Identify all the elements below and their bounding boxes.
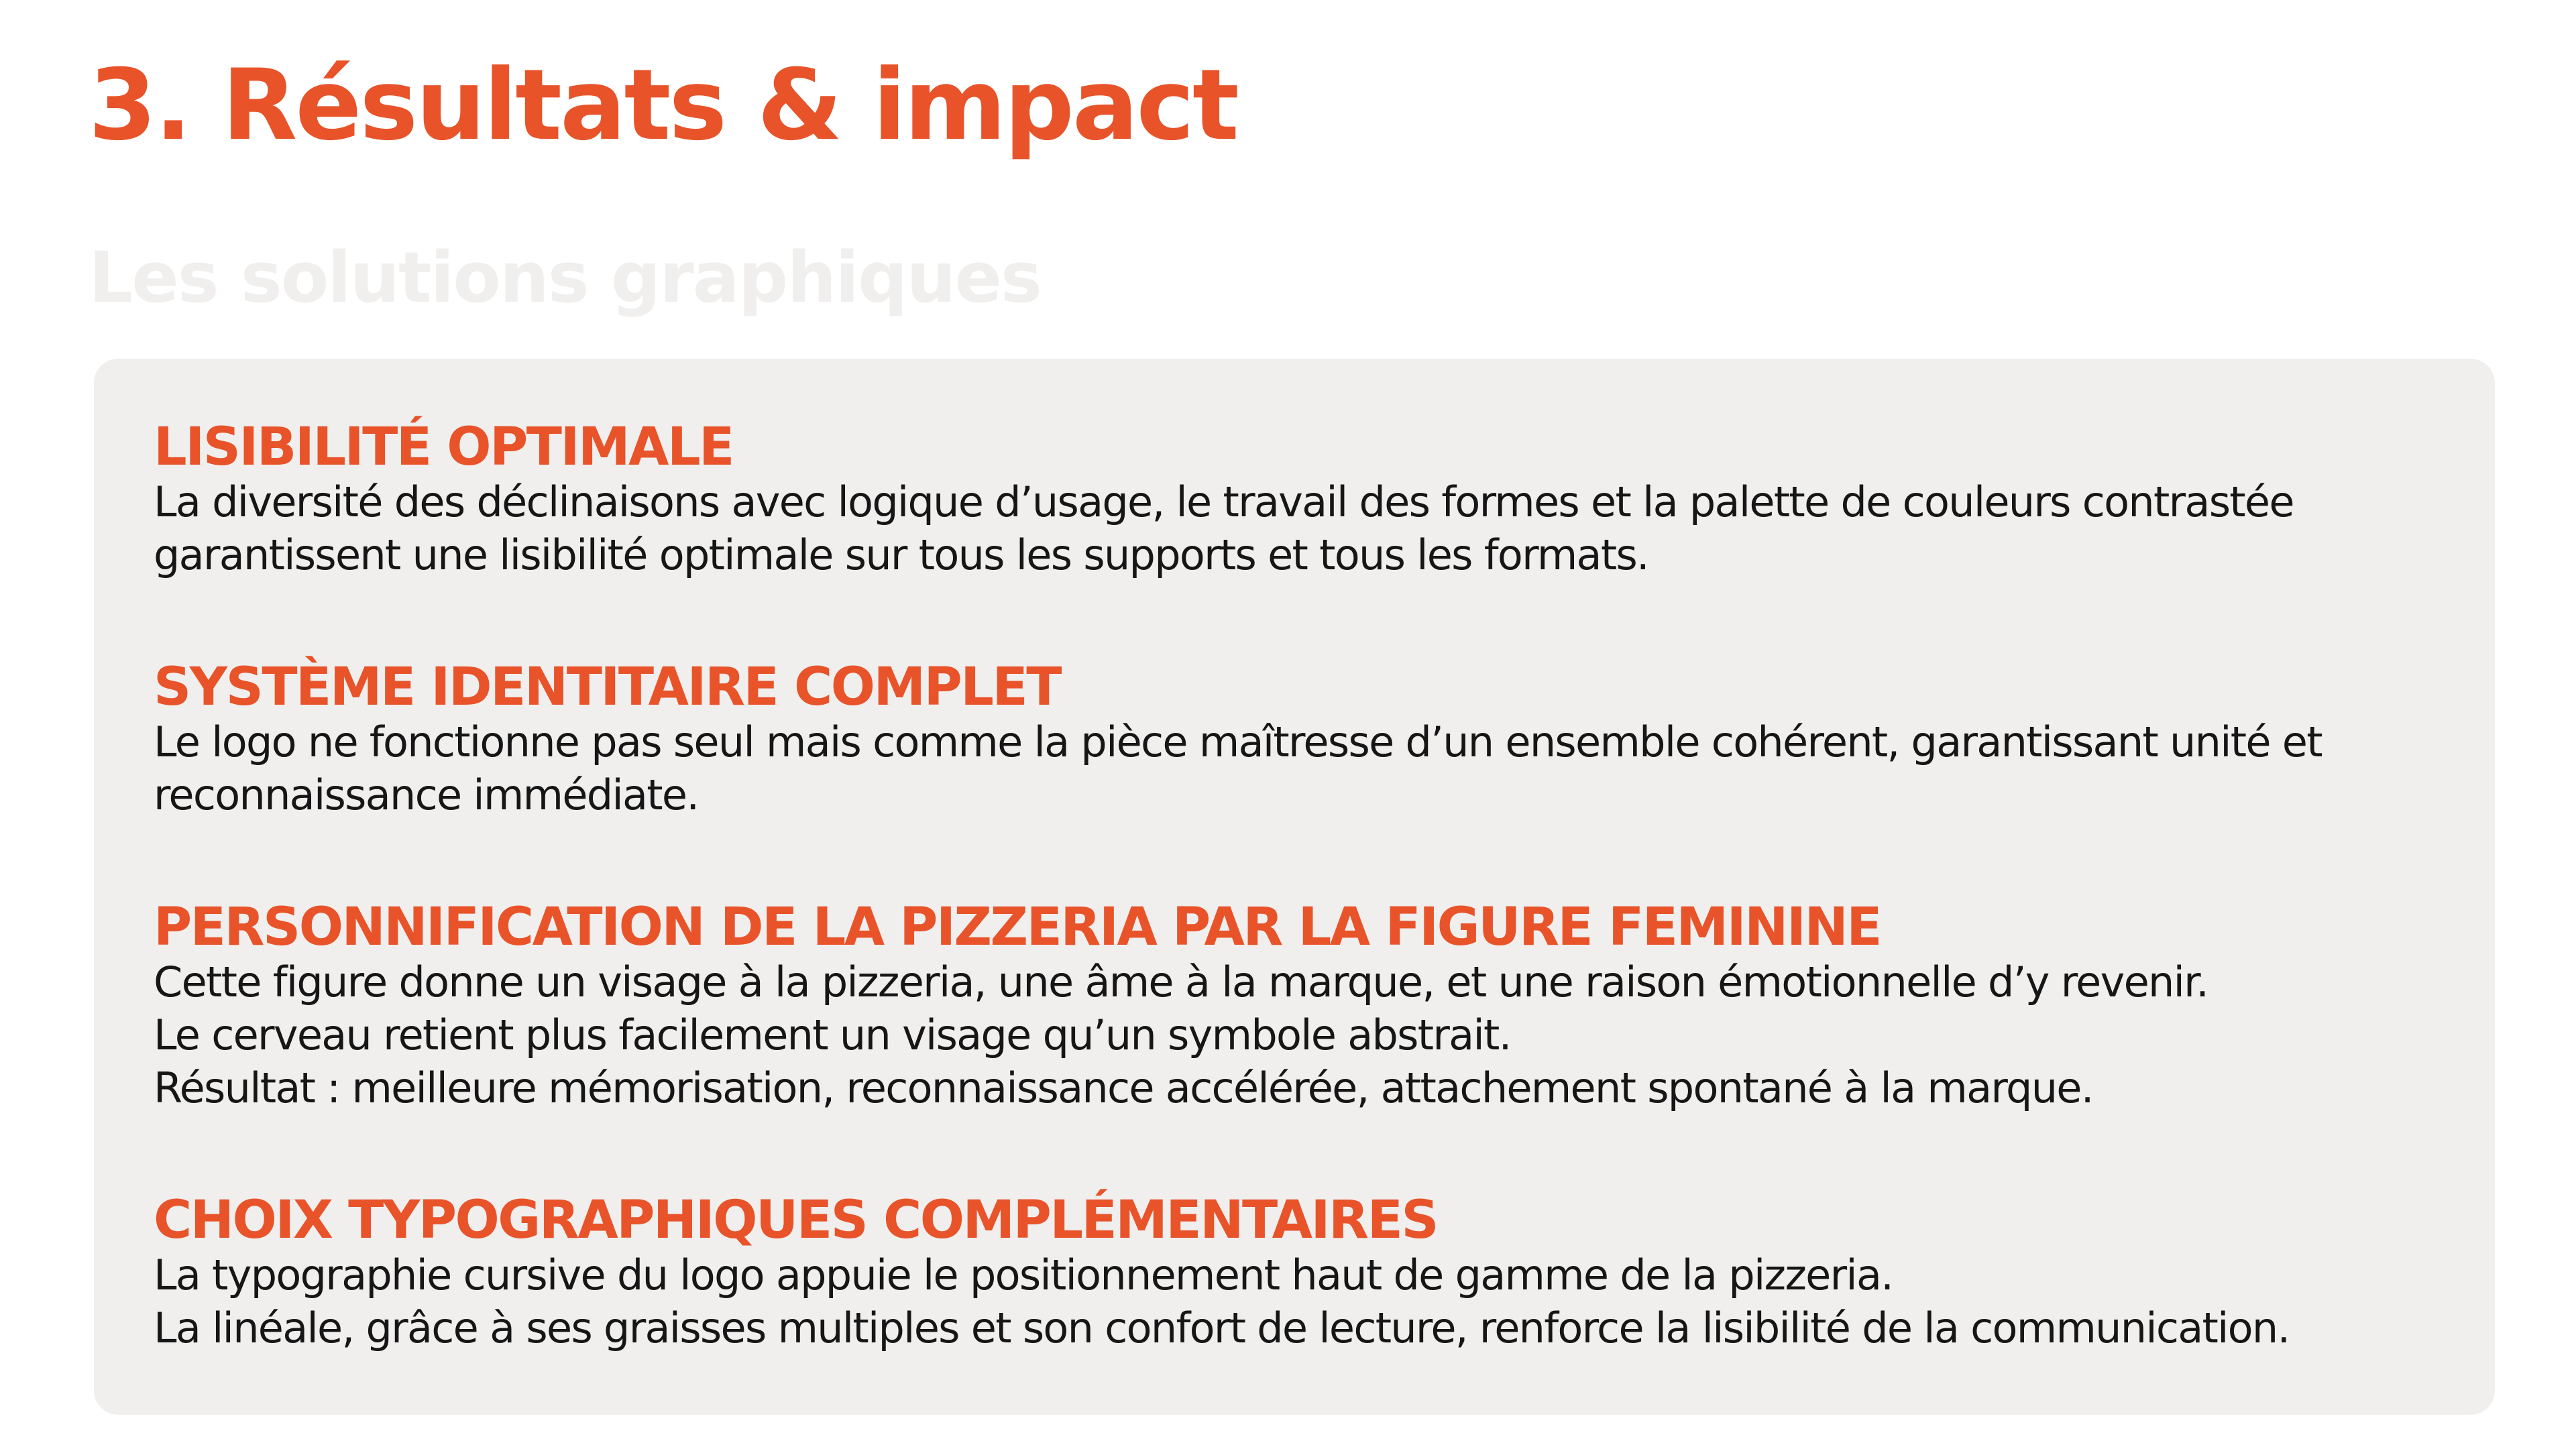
section-line: Le logo ne fonctionne pas seul mais comme la pièce maîtresse d’un ensemble cohérent, garantissant unité et [154,717,2322,766]
page-subtitle: Les solutions graphiques [89,237,1041,318]
section-systeme-identitaire [154,659,2495,821]
section-line: Le cerveau retient plus facilement un visage qu’un symbole abstrait. [154,1010,1511,1059]
content-panel [94,359,2495,1415]
section-heading: CHOIX TYPOGRAPHIQUES COMPLÉMENTAIRES [154,1190,1438,1251]
section-body [154,955,2495,1114]
section-heading: PERSONNIFICATION DE LA PIZZERIA PAR LA FIGURE FEMININE [154,897,1881,958]
section-heading: LISIBILITÉ OPTIMALE [154,417,733,477]
page-title: 3. Résultats & impact [89,48,1237,162]
section-line: La diversité des déclinaisons avec logique d’usage, le travail des formes et la palette de couleurs contrastée [154,477,2294,526]
section-body [154,715,2495,821]
section-line: reconnaissance immédiate. [154,770,699,819]
section-heading: SYSTÈME IDENTITAIRE COMPLET [154,657,1061,717]
section-line: Cette figure donne un visage à la pizzeria, une âme à la marque, et une raison émotionnelle d’y revenir. [154,958,2208,1006]
section-choix-typographiques [154,1192,2495,1354]
section-line: Résultat : meilleure mémorisation, reconnaissance accélérée, attachement spontané à la marque. [154,1063,2093,1112]
section-personnification [154,899,2495,1114]
section-lisibilite [154,419,2495,581]
section-body [154,1249,2495,1354]
section-line: La linéale, grâce à ses graisses multiples et son confort de lecture, renforce la lisibilité de la communication. [154,1303,2290,1352]
section-line: La typographie cursive du logo appuie le positionnement haut de gamme de la pizzeria. [154,1251,1893,1299]
section-body [154,475,2495,581]
section-line: garantissent une lisibilité optimale sur tous les supports et tous les formats. [154,530,1649,579]
